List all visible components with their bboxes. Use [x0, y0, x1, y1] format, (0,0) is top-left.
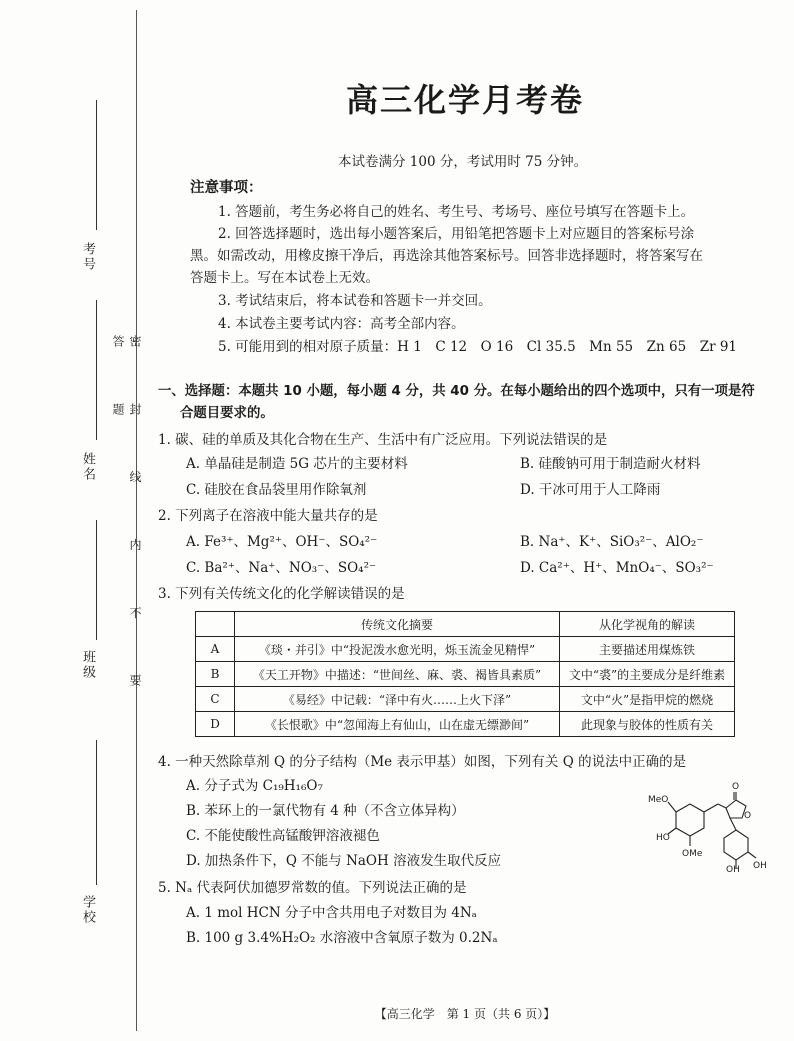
subtitle: 本试卷满分 100 分，考试用时 75 分钟。 — [338, 154, 588, 170]
class-blank — [96, 520, 97, 640]
struct-label-oh-1: OH — [753, 861, 767, 871]
struct-label-ring-o: O — [744, 811, 752, 821]
q4-option-c: C. 不能使酸性高锰酸钾溶液褪色 — [186, 828, 380, 844]
name-blank — [96, 300, 97, 440]
q5-stem: 5. Nₐ 代表阿伏加德罗常数的值。下列说法正确的是 — [158, 880, 467, 896]
table-cell: B — [196, 662, 235, 687]
q2-option-c: C. Ba²⁺、Na⁺、NO₃⁻、SO₄²⁻ — [186, 560, 377, 576]
table-cell: 《易经》中记载：“泽中有火……上火下泽” — [235, 687, 560, 712]
q5-option-a: A. 1 mol HCN 分子中含共用电子对数目为 4Nₐ — [186, 905, 477, 921]
struct-label-oh-2: OH — [726, 865, 740, 872]
notice-item-4: 4. 本试卷主要考试内容：高考全部内容。 — [218, 316, 465, 332]
table-row — [196, 712, 735, 737]
school-blank — [96, 740, 97, 885]
name-label: 姓名 — [80, 452, 95, 482]
struct-label-carbonyl-o: O — [732, 782, 740, 792]
section-heading-cont: 合题目要求的。 — [180, 406, 274, 421]
school-label: 学校 — [80, 895, 95, 925]
q1-option-a: A. 单晶硅是制造 5G 芯片的主要材料 — [186, 456, 408, 472]
q2-option-a: A. Fe³⁺、Mg²⁺、OH⁻、SO₄²⁻ — [186, 534, 378, 550]
q2-option-d: D. Ca²⁺、H⁺、MnO₄⁻、SO₃²⁻ — [520, 560, 714, 576]
molecule-structure — [640, 772, 770, 872]
page-title: 高三化学月考卷 — [345, 81, 584, 119]
q4-option-b: B. 苯环上的一氯代物有 4 种（不含立体异构） — [186, 803, 465, 819]
q4-stem: 4. 一种天然除草剂 Q 的分子结构（Me 表示甲基）如图，下列有关 Q 的说法中正确的是 — [158, 754, 687, 770]
class-label: 班级 — [80, 650, 95, 680]
table-cell: 文中“裘”的主要成分是纤维素 — [560, 662, 735, 687]
table-cell: 主要描述用煤炼铁 — [560, 637, 735, 662]
q3-stem: 3. 下列有关传统文化的化学解读错误的是 — [158, 586, 405, 602]
q2-option-b: B. Na⁺、K⁺、SiO₃²⁻、AlO₂⁻ — [520, 534, 704, 550]
table-cell: 《琰・并引》中“投泥泼水愈光明，烁玉流金见精悍” — [235, 637, 560, 662]
notice-item-5: 5. 可能用到的相对原子质量：H 1 C 12 O 16 Cl 35.5 Mn 55 Zn 65 Zr 91 — [218, 339, 737, 355]
notice-item-2: 2. 回答选择题时，选出每小题答案后，用铅笔把答题卡上对应题目的答案标号涂 — [218, 226, 695, 242]
seal-text: 密 封 线 内 不 要 答 题 — [111, 335, 142, 713]
notice-item-3: 3. 考试结束后，将本试卷和答题卡一并交回。 — [218, 293, 492, 309]
q4-option-a: A. 分子式为 C₁₉H₁₆O₇ — [186, 778, 323, 794]
culture-table — [195, 611, 735, 737]
q1-option-c: C. 硅胶在食品袋里用作除氧剂 — [186, 482, 367, 498]
q1-option-d: D. 干冰可用于人工降雨 — [520, 482, 661, 498]
section-heading: 一、选择题：本题共 10 小题，每小题 4 分，共 40 分。在每小题给出的四个选项中，只有一项是符 — [158, 384, 755, 399]
notice-item-2-cont: 黑。如需改动，用橡皮擦干净后，再选涂其他答案标号。回答非选择题时，将答案写在 — [190, 248, 703, 264]
q1-option-b: B. 硅酸钠可用于制造耐火材料 — [520, 456, 701, 472]
page-footer: 【高三化学 第 1 页（共 6 页）】 — [374, 1007, 556, 1021]
table-cell: 此现象与胶体的性质有关 — [560, 712, 735, 737]
q5-option-b: B. 100 g 3.4%H₂O₂ 水溶液中含氧原子数为 0.2Nₐ — [186, 930, 498, 946]
table-cell: 《天工开物》中描述：“世间丝、麻、裘、褐皆具素质” — [235, 662, 560, 687]
exam-no-label: 考号 — [80, 242, 95, 272]
table-header-row — [196, 612, 735, 637]
notice-item-1: 1. 答题前，考生务必将自己的姓名、考生号、考场号、座位号填写在答题卡上。 — [218, 204, 695, 220]
struct-label-ome: OMe — [682, 849, 703, 859]
table-cell: A — [196, 637, 235, 662]
table-cell: 文中“火”是指甲烷的燃烧 — [560, 687, 735, 712]
table-header-cell: 传统文化摘要 — [235, 612, 560, 637]
notice-item-2-end: 答题卡上。写在本试卷上无效。 — [190, 270, 379, 286]
struct-label-meo: MeO — [648, 795, 669, 805]
q2-stem: 2. 下列离子在溶液中能大量共存的是 — [158, 508, 378, 524]
q4-option-d: D. 加热条件下，Q 不能与 NaOH 溶液发生取代反应 — [186, 853, 502, 869]
table-header-cell — [196, 612, 235, 637]
table-cell: 《长恨歌》中“忽闻海上有仙山，山在虚无缥渺间” — [235, 712, 560, 737]
q1-stem: 1. 碳、硅的单质及其化合物在生产、生活中有广泛应用。下列说法错误的是 — [158, 432, 608, 448]
notice-heading: 注意事项： — [190, 180, 263, 196]
table-cell: D — [196, 712, 235, 737]
table-row — [196, 662, 735, 687]
table-cell: C — [196, 687, 235, 712]
table-row — [196, 687, 735, 712]
struct-label-ho: HO — [656, 833, 670, 843]
table-header-cell: 从化学视角的解读 — [560, 612, 735, 637]
table-row — [196, 637, 735, 662]
